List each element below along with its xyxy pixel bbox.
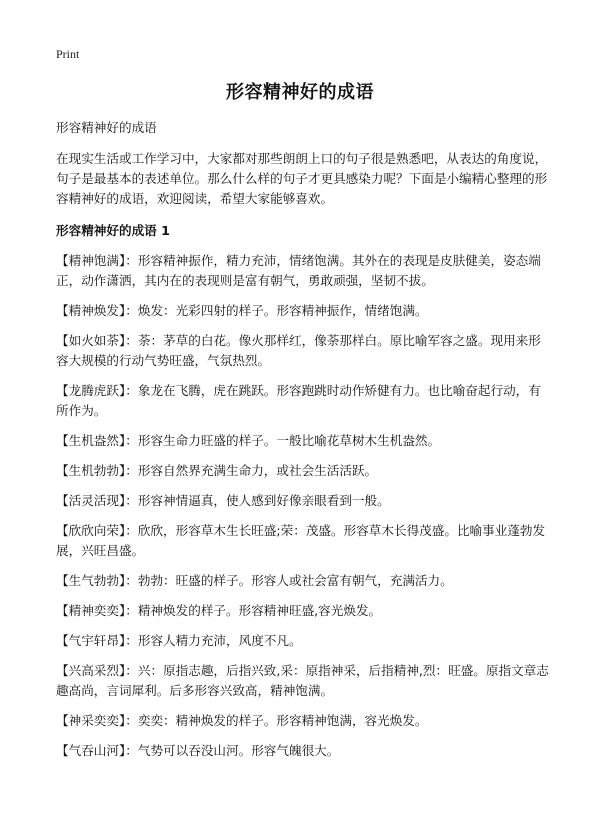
idiom-definition: 勃勃：旺盛的样子。形容人或社会富有朝气，充满活力。 (137, 573, 453, 588)
idiom-definition: 形容生命力旺盛的样子。一般比喻花草树木生机盎然。 (137, 433, 441, 448)
idiom-term: 【 精神奕奕 】： (56, 603, 138, 618)
idiom-term: 【 欣欣向荣 】： (56, 523, 138, 538)
idiom-entry (56, 741, 552, 761)
idiom-entry (56, 711, 552, 731)
idiom-definition: 气势可以吞没山河。形容气魄很大。 (137, 743, 340, 758)
idiom-list (56, 251, 552, 761)
idiom-term: 【 生气勃勃 】： (56, 573, 138, 588)
idiom-definition: 荼：茅草的白花。像火那样红，像荼那样白。原比喻军容之盛。现用来形容大规模的行动气势旺盛，气氛热烈。 (56, 333, 541, 368)
idiom-definition: 兴：原指志趣，后指兴致,采：原指神采，后指精神,烈：旺盛。原指文章志趣高尚，言词犀利。后多形容兴致高，精神饱满。 (56, 663, 549, 698)
idiom-entry (56, 431, 552, 451)
idiom-term: 【 气宇轩昂 】： (56, 633, 138, 648)
idiom-term: 【 兴高采烈 】： (56, 663, 138, 678)
idiom-term: 【 精神饱满 】： (56, 253, 138, 268)
idiom-definition: 形容精神振作，精力充沛，情绪饱满。其外在的表现是皮肤健美，姿态端正，动作潇洒，其内在的表现则是富有朝气，勇敢顽强，坚韧不拔。 (56, 253, 541, 288)
idiom-definition: 奕奕：精神焕发的样子。形容精神饱满，容光焕发。 (137, 713, 428, 728)
idiom-term: 【 活灵活现 】： (56, 493, 138, 508)
page-title: 形容精神好的成语 (226, 82, 374, 103)
idiom-entry (56, 491, 552, 511)
idiom-definition: 欣欣，形容草木生长旺盛;荣：茂盛。形容草木长得茂盛。比喻事业蓬勃发展，兴旺昌盛。 (56, 523, 546, 558)
idiom-entry (56, 251, 552, 291)
article-subtitle: 形容精神好的成语 (56, 120, 157, 135)
idiom-entry (56, 661, 552, 701)
idiom-entry (56, 631, 552, 651)
idiom-term: 【 龙腾虎跃 】： (56, 383, 138, 398)
idiom-definition: 形容人精力充沛，风度不凡。 (137, 633, 302, 648)
idiom-term: 【 气吞山河 】： (56, 743, 138, 758)
print-link[interactable]: Print (56, 47, 80, 61)
idiom-definition: 形容神情逼真，使人感到好像亲眼看到一般。 (137, 493, 390, 508)
idiom-term: 【 生机勃勃 】： (56, 463, 138, 478)
idiom-term: 【 神采奕奕 】： (56, 713, 138, 728)
idiom-definition: 精神焕发的样子。形容精神旺盛,容光焕发。 (137, 603, 382, 618)
idiom-term: 【 精神焕发 】： (56, 303, 138, 318)
idiom-entry (56, 601, 552, 621)
idiom-definition: 焕发：光彩四射的样子。形容精神振作，情绪饱满。 (137, 303, 428, 318)
intro-paragraph: 在现实生活或工作学习中，大家都对那些朗朗上口的句子很是熟悉吧，从表达的角度说，句子是最基本的表述单位。那么什么样的句子才更具感染力呢？下面是小编精心整理的形容精神好的成语，欢迎阅读，希望大家能够喜欢。 (56, 151, 548, 206)
idiom-entry (56, 461, 552, 481)
idiom-term: 【 如火如荼 】： (56, 333, 138, 348)
section-heading: 形容精神好的成语 1 (56, 223, 170, 238)
idiom-term: 【 生机盎然 】： (56, 433, 138, 448)
idiom-entry (56, 571, 552, 591)
article-body (56, 118, 552, 771)
idiom-entry (56, 331, 552, 371)
idiom-entry (56, 381, 552, 421)
idiom-entry (56, 521, 552, 561)
idiom-definition: 象龙在飞腾，虎在跳跃。形容跑跳时动作矫健有力。也比喻奋起行动，有所作为。 (56, 383, 541, 418)
idiom-definition: 形容自然界充满生命力，或社会生活活跃。 (137, 463, 378, 478)
idiom-entry (56, 301, 552, 321)
